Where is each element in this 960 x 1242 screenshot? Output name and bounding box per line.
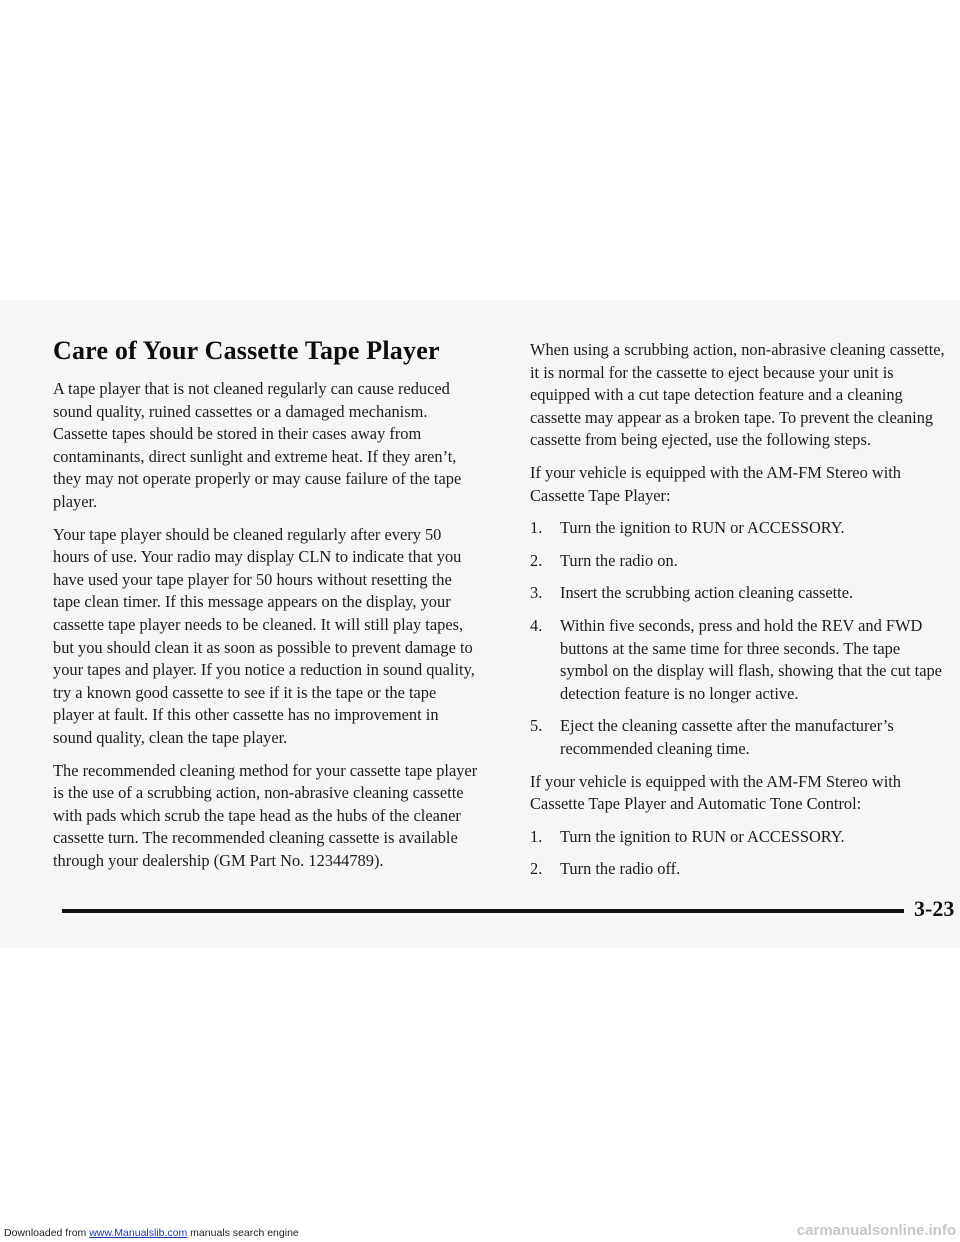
list-item: [530, 582, 950, 605]
download-prefix: Downloaded from: [4, 1227, 90, 1239]
step-number: 3.: [530, 583, 543, 603]
section-title: Care of Your Cassette Tape Player: [53, 336, 440, 365]
step-text: Turn the radio on.: [560, 550, 678, 570]
paragraph: A tape player that is not cleaned regularly can cause reduced sound quality, ruined cassettes or a damaged mechanism. Cassette tapes should be stored in their cases away from contaminants, direct sunlight and extreme heat. If they aren’t, they may not operate properly or may cause failure of the tape player.: [53, 379, 462, 511]
step-text: Turn the ignition to RUN or ACCESSORY.: [560, 826, 845, 846]
step-number: 5.: [530, 716, 543, 736]
list-item: [530, 715, 950, 760]
step-text: Insert the scrubbing action cleaning cassette.: [560, 583, 854, 603]
list-item: [530, 550, 950, 573]
footer-divider: [62, 909, 904, 913]
steps-list-b: [530, 826, 950, 881]
step-number: 1.: [530, 826, 543, 846]
step-text: Turn the radio off.: [560, 859, 681, 879]
page-number: 3-23: [914, 896, 955, 921]
list-intro: If your vehicle is equipped with the AM-FM Stereo with Cassette Tape Player:: [530, 462, 902, 505]
download-header: [4, 1227, 299, 1239]
manualslib-link[interactable]: www.Manualslib.com: [89, 1227, 188, 1239]
right-column: [530, 339, 950, 891]
step-number: 2.: [530, 550, 543, 570]
paragraph: Your tape player should be cleaned regularly after every 50 hours of use. Your radio may display CLN to indicate that you have used your tape player for 50 hours without resetting the tape clean timer. If this message appears on the display, your cassette tape player needs to be cleaned. It will still play tapes, but you should clean it as soon as possible to prevent damage to your tapes and player. If you notice a reduction in sound quality, try a known good cassette to see if it is the tape or the tape player at fault. If this other cassette has no improvement in sound quality, clean the tape player.: [53, 524, 475, 747]
paragraph: The recommended cleaning method for your cassette tape player is the use of a scrubbing action, non-abrasive cleaning cassette with pads which scrub the tape head as the hubs of the cleaner cassette turn. The recommended cleaning cassette is available through your dealership (GM Part No. 12344789).: [53, 760, 478, 870]
steps-list-a: [530, 517, 950, 760]
list-item: [530, 826, 950, 849]
download-suffix: manuals search engine: [187, 1227, 299, 1239]
list-item: [530, 615, 950, 705]
step-number: 1.: [530, 518, 543, 538]
left-column: [53, 336, 481, 882]
step-text: Within five seconds, press and hold the REV and FWD buttons at the same time for three seconds. The tape symbol on the display will flash, showing that the cut tape detection feature is no longer active.: [560, 615, 942, 703]
list-item: [530, 517, 950, 540]
step-number: 2.: [530, 859, 543, 879]
step-number: 4.: [530, 615, 543, 635]
step-text: Eject the cleaning cassette after the manufacturer’s recommended cleaning time.: [560, 716, 894, 758]
list-intro: If your vehicle is equipped with the AM-FM Stereo with Cassette Tape Player and Automatic Tone Control:: [530, 771, 902, 814]
paragraph: When using a scrubbing action, non-abrasive cleaning cassette, it is normal for the cassette to eject because your unit is equipped with a cut tape detection feature and a cleaning cassette may appear as a broken tape. To prevent the cleaning cassette from being ejected, use the following steps.: [530, 340, 945, 450]
step-text: Turn the ignition to RUN or ACCESSORY.: [560, 518, 845, 538]
site-watermark: carmanualsonline.info: [796, 1222, 956, 1239]
list-item: [530, 858, 950, 881]
